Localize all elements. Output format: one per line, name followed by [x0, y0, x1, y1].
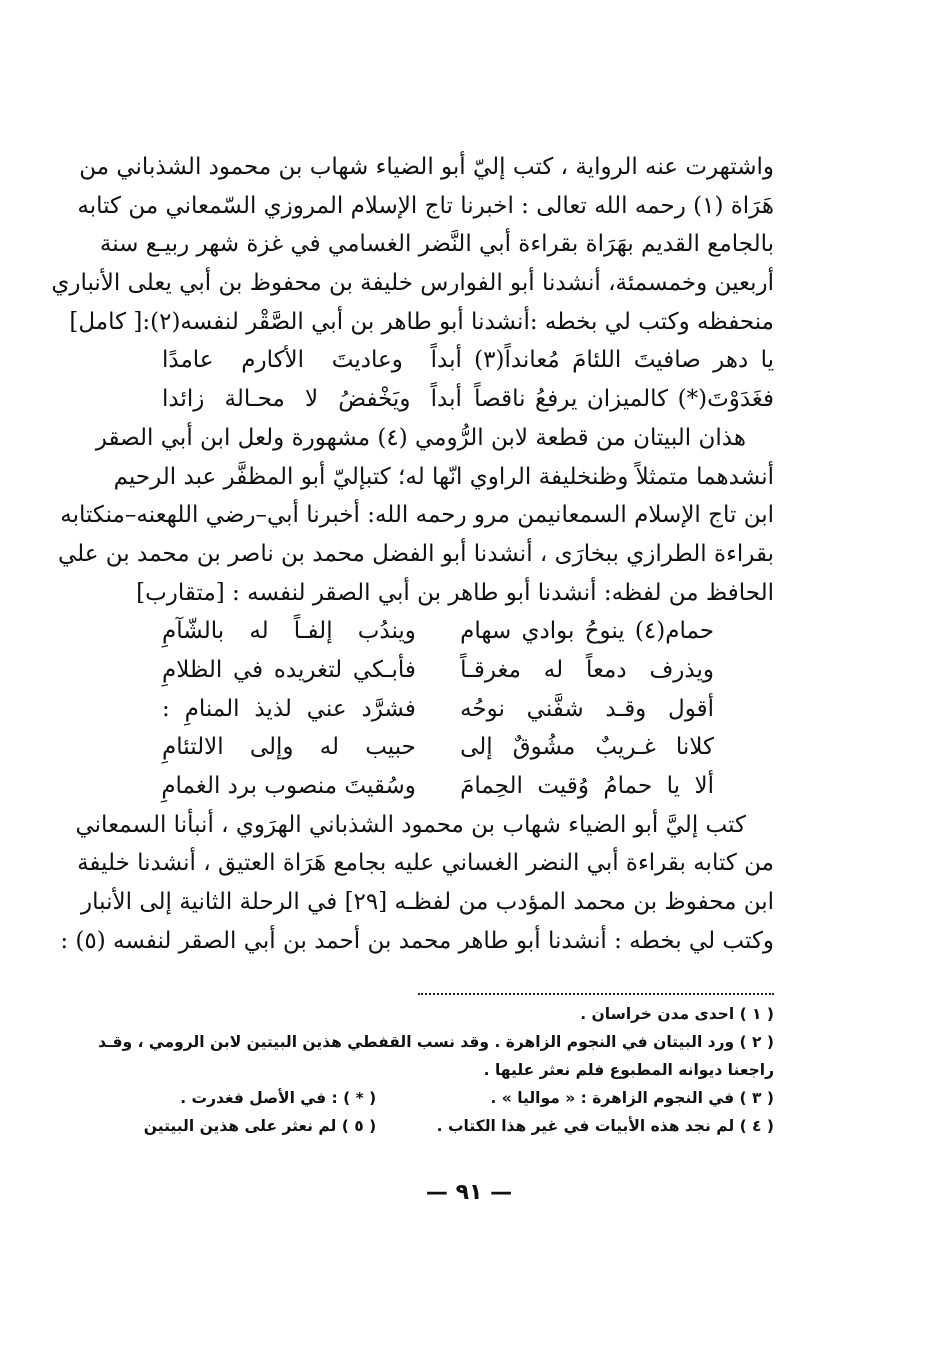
verse: [162, 728, 714, 767]
text-line: بقراءة الطرازي ببخارَى ، أنشدنا أبو الفضل محمد بن ناصر بن محمد بن علي: [57, 540, 774, 567]
text-line: ابن محفوظ بن محمد المؤدب من لفظـه [٢٩] في الرحلة الثانية إلى الأنبار: [81, 889, 774, 916]
footnote-3: ( ٣ ) في النجوم الزاهرة : « مواليا » .: [490, 1089, 774, 1107]
verse-first-hemistich: ألا يا حمامُ وُقيت الحِمامَ: [460, 773, 714, 799]
text-line: من كتابه بقراءة أبي النضر الغساني عليه بجامع هَرَاة العتيق ، أنشدنا خليفة: [77, 850, 774, 877]
verse-second-hemistich: فأبـكي لتغريده في الظلامِ: [162, 656, 416, 683]
paragraph-2: [57, 419, 774, 612]
verse-second-hemistich: أبداً وعاديتَ الأكارم عامدًا: [162, 347, 462, 374]
footnote-5: ( ٥ ) لم نعثر على هذين البيتين: [143, 1117, 377, 1135]
footnote-2: ( ٢ ) ورد البيتان في النجوم الزاهرة . وقد نسب القفطي هذين البيتين لابن الرومي ، وقـد: [98, 1033, 774, 1051]
verse: [162, 767, 714, 806]
verse: [162, 612, 714, 651]
verse-second-hemistich: ويندُب إلفـاً له بالشّآمِ: [162, 618, 416, 645]
poem-2: [162, 612, 774, 805]
footnote-row: [162, 1084, 774, 1112]
text-line: الحافظ من لفظه: أنشدنا أبو طاهر بن أبي الصقر لنفسه : [متقارب]: [136, 579, 774, 606]
footnote-separator: [418, 993, 774, 995]
footnote-row: [143, 1112, 774, 1140]
text-line: هَرَاة (١) رحمه الله تعالى : اخبرنا تاج الإسلام المروزي السّمعاني من كتابه: [77, 192, 774, 219]
page-number: — ٩١ —: [425, 1180, 513, 1205]
footnote-star: ( * ) : في الأصل فغدرت .: [180, 1089, 377, 1107]
verse-second-hemistich: أبداً ويَخْفضُ لا محـالة زائدا: [162, 386, 462, 413]
text-line: هذان البيتان من قطعة لابن الرُّومي (٤) مشهورة ولعل ابن أبي الصقر: [95, 424, 746, 451]
verse-first-hemistich: حمام(٤) ينوحُ بوادي سهام: [460, 618, 714, 645]
verse-first-hemistich: أقول وقـد شفَّني نوحُه: [460, 695, 714, 722]
text-line: أنشدهما متمثلاً وظنخليفة الراوي انّها له؛ كتبإليّ أبو المظفَّر عبد الرحيم: [113, 463, 774, 490]
poem-1: [162, 341, 774, 418]
footnote-4: ( ٤ ) لم نجد هذه الأبيات في غير هذا الكتاب .: [436, 1117, 774, 1135]
text-line: وكتب لي بخطه : أنشدنا أبو طاهر محمد بن أحمد بن أبي الصقر لنفسه (٥) :: [60, 927, 774, 954]
verse-first-hemistich: يا دهر صافيتَ اللئامَ مُعانداً(٣): [474, 347, 774, 374]
footnote-1: ( ١ ) احدى مدن خراسان .: [580, 1005, 774, 1023]
verse-second-hemistich: حبيب له وإلى الالتئامِ: [162, 734, 416, 761]
verse: [162, 690, 714, 729]
text-line: كتب إليَّ أبو الضياء شهاب بن محمود الشذباني الهرَوي ، أنبأنا السمعاني: [75, 811, 746, 838]
verse: [162, 651, 714, 690]
verse-first-hemistich: فغَدَوْتَ(*) كالميزان يرفعُ ناقصاً: [474, 386, 774, 413]
verse: [162, 341, 774, 380]
footnotes: [98, 1000, 774, 1140]
paragraph-3: [60, 806, 774, 961]
text-line: ابن تاج الإسلام السمعانيمن مرو رحمه الله: أخبرنا أبي–رضي اللهعنه–منكتابه: [60, 502, 774, 529]
verse: [162, 380, 774, 419]
paragraph-1: [51, 148, 774, 341]
main-text: [51, 148, 774, 960]
verse-first-hemistich: ويذرف دمعاً له مغرقـاً: [460, 656, 714, 683]
verse-second-hemistich: فشرَّد عني لذيذ المنامِ :: [162, 695, 416, 722]
text-line: بالجامع القديم بهَرَاة بقراءة أبي النَّضر الغسامي في غزة شهر ربيـع سنة: [99, 231, 774, 258]
verse-second-hemistich: وسُقيتَ منصوب برد الغمامِ: [161, 773, 416, 799]
verse-first-hemistich: كلانا غـريبٌ مشُوقٌ إلى: [460, 734, 714, 761]
text-line: واشتهرت عنه الرواية ، كتب إليّ أبو الضياء شهاب بن محمود الشذباني من: [79, 154, 774, 180]
text-line: منحفظه وكتب لي بخطه :أنشدنا أبو طاهر بن أبي الصَّقْر لنفسه(٢):[ كامل]: [69, 308, 774, 335]
footnote-2-continued: راجعنا ديوانه المطبوع فلم نعثر عليها .: [483, 1061, 774, 1079]
text-line: أربعين وخمسمئة، أنشدنا أبو الفوارس خليفة بن محفوظ بن أبي يعلى الأنباري: [51, 270, 774, 297]
